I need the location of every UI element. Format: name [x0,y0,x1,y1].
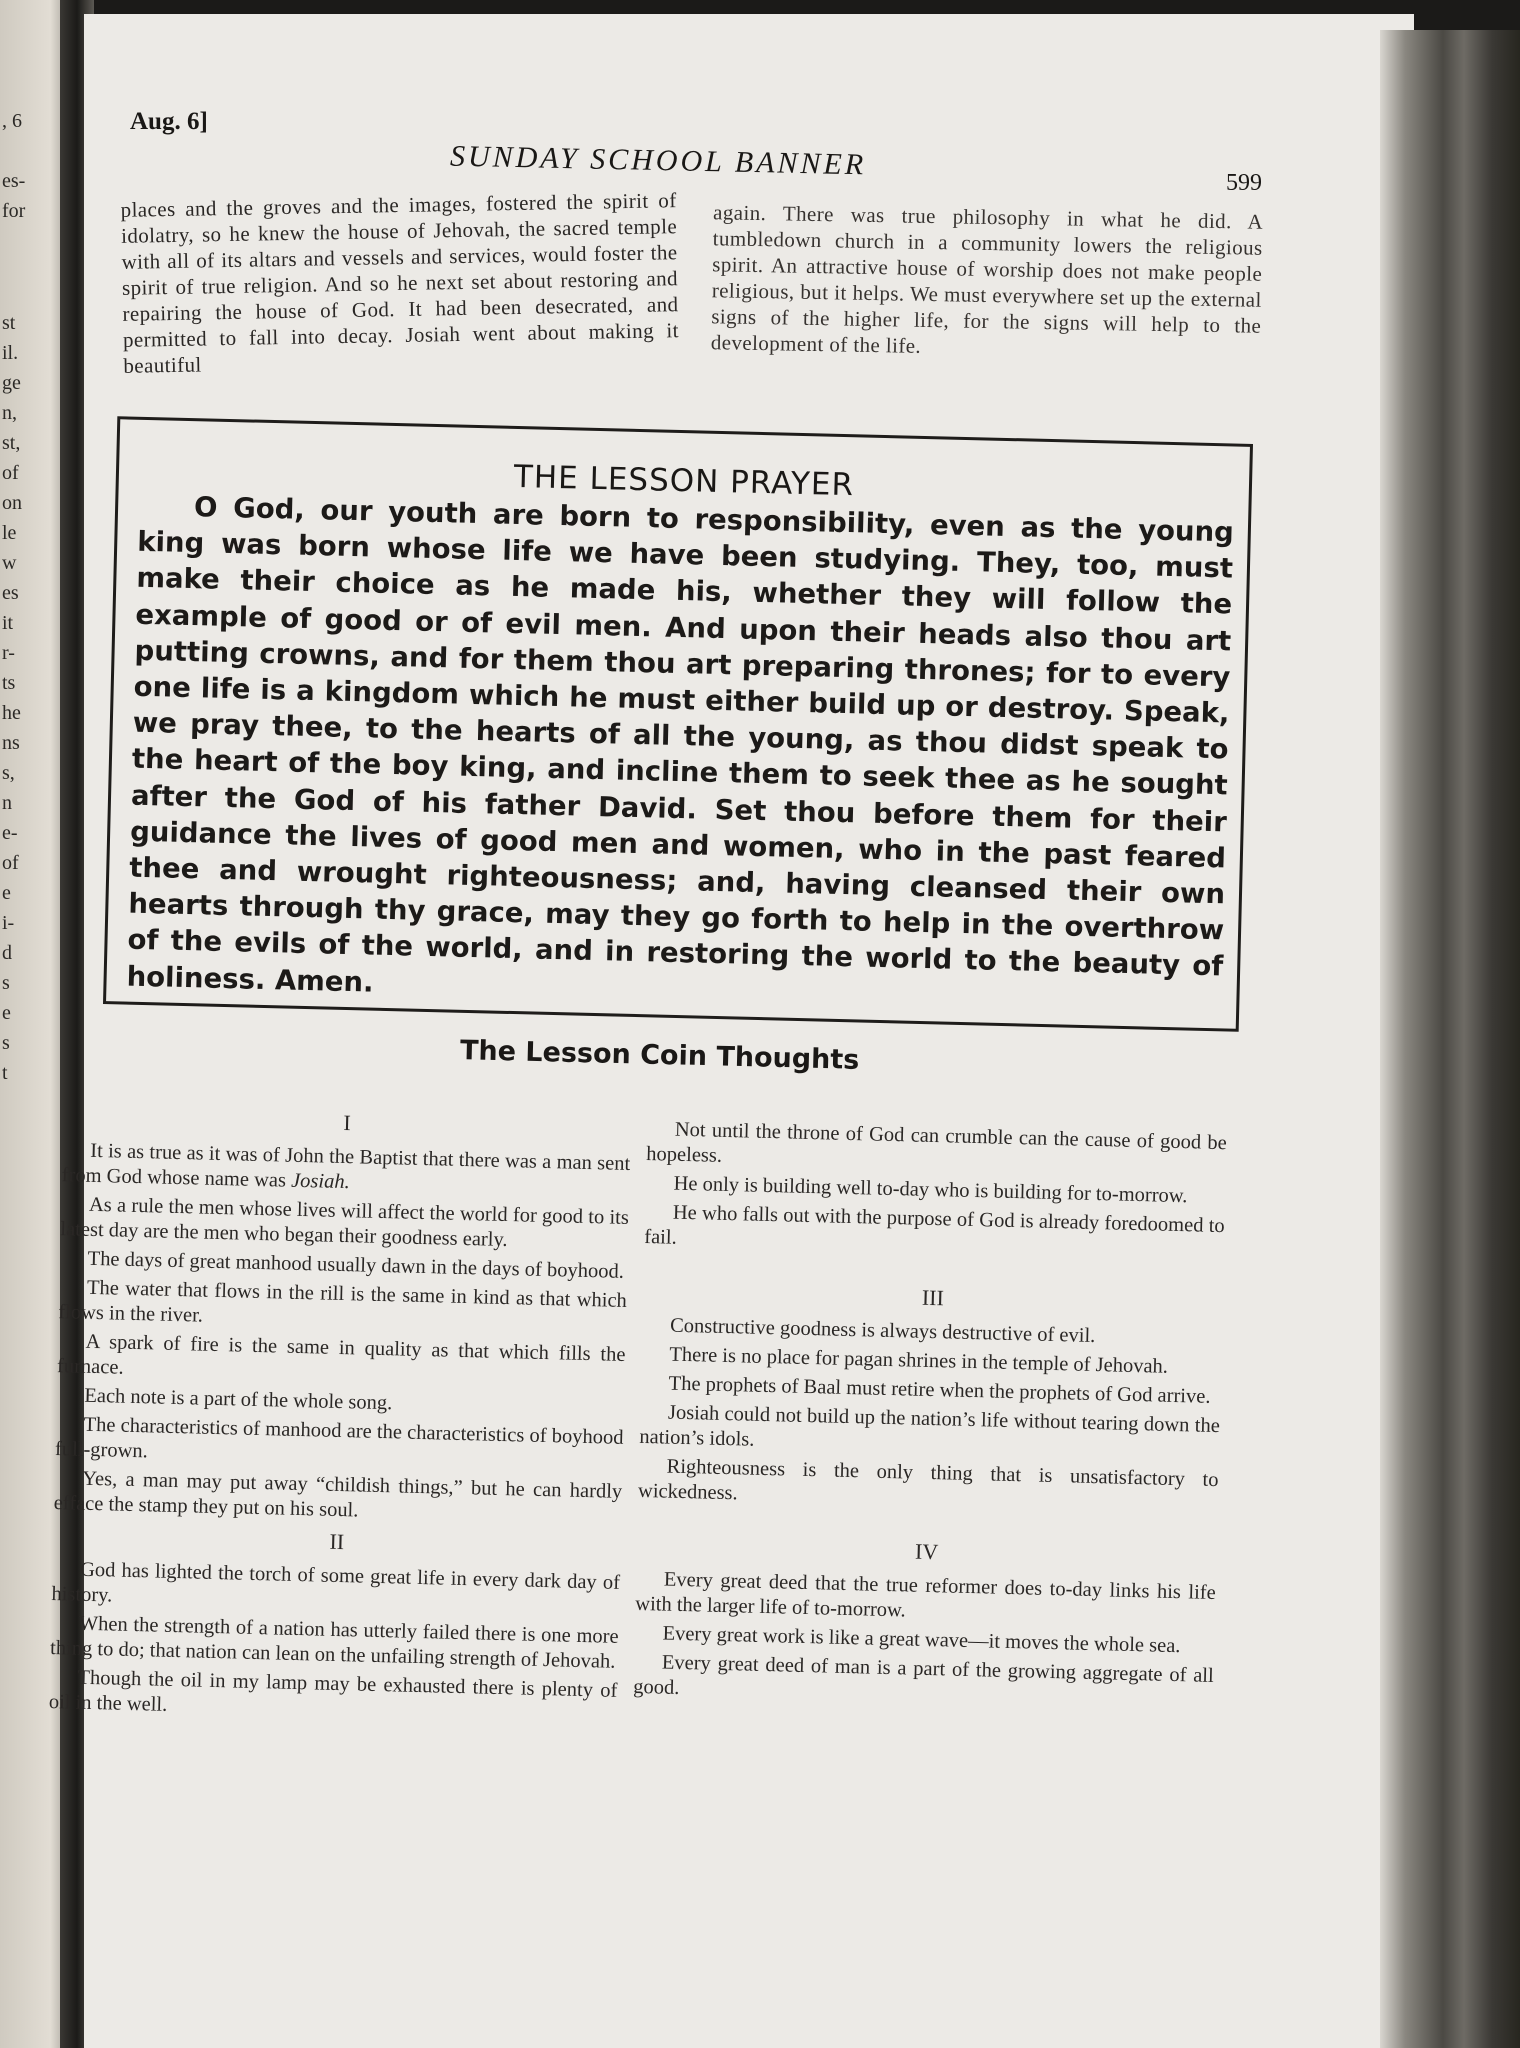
paragraph-text: It is as true as it was of John the Baptist that there was a man sent from God whose name was [61,1139,631,1192]
paragraph: When the strength of a nation has utterly failed there is one more thing to do; that nation can lean on the unfailing strength of Jehovah. [49,1612,619,1673]
margin-fragment: for [2,200,26,222]
margin-fragment: t [2,1062,8,1084]
page-number: 599 [1226,170,1262,196]
margin-fragment: n, [2,402,17,424]
paragraph: Not until the throne of God can crumble can the cause of good be hopeless. [646,1118,1228,1167]
section-numeral: II [329,1528,345,1555]
section-numeral: III [921,1284,945,1311]
margin-fragment: he [2,702,21,724]
margin-fragment: w [2,552,17,574]
section-numeral: IV [914,1538,939,1565]
paragraph: Though the oil in my lamp may be exhausted there is plenty of oil in the well. [48,1666,618,1716]
paragraph: The characteristics of manhood are the characteristics of boyhood full-grown. [54,1413,624,1463]
lesson-prayer-box [103,416,1253,1032]
coin-thoughts-right-column [633,1117,1227,1714]
margin-fragment: of [2,852,19,874]
margin-fragment: ge [2,372,21,394]
margin-fragment: ns [2,732,20,754]
paragraph: As a rule the men whose lives will affect the world for good to its latest day are the men who began their goodness early. [60,1193,630,1252]
margin-fragment: ts [2,672,16,694]
paragraph: A spark of fire is the same in quality as that which fills the furnace. [56,1330,626,1379]
paragraph: The water that flows in the rill is the same in kind as that which flows in the river. [58,1276,628,1327]
paragraph: God has lighted the torch of some great life in every dark day of history. [51,1558,621,1607]
margin-fragment: r- [2,642,15,664]
coin-thoughts-title: The Lesson Coin Thoughts [459,1035,860,1076]
header-date: Aug. 6] [130,108,208,135]
section-numeral: I [343,1110,352,1136]
paragraph: again. There was true philosophy in what he did. A tumbledown church in a community lowers the religious spirit. An attractive house of worship does not make people religious, but it helps. We must everywhere set up the external signs of the higher life, for the signs will help to the development of the life. [710,200,1264,358]
margin-fragment: e [2,882,11,904]
paragraph: Constructive goodness is always destructive of evil. [669,1314,1096,1348]
margin-fragment: il. [2,342,19,364]
paragraph: He only is building well to-day who is building for to-morrow. [673,1172,1188,1208]
paragraph: Every great deed that the true reformer does to-day links his life with the larger life of to-morrow. [635,1568,1217,1622]
margin-fragment: , 6 [2,110,22,132]
margin-fragment: i- [2,912,15,934]
margin-fragment: le [2,522,17,544]
paragraph [61,1138,630,1202]
paragraph: The prophets of Baal must retire when the prophets of God arrive. [668,1372,1211,1408]
prayer-title: THE LESSON PRAYER [513,458,855,504]
header-title: SUNDAY SCHOOL BANNER [449,139,867,182]
paragraph: Yes, a man may put away “childish things,” but he can hardly efface the stamp they put on his soul. [53,1467,623,1522]
paragraph: Each note is a part of the whole song. [84,1384,393,1415]
coin-thoughts-left-column [49,1097,632,1729]
paragraph: He who falls out with the purpose of God is already foredoomed to fail. [644,1201,1225,1249]
margin-fragment: s [2,1032,10,1054]
margin-fragment: st, [2,432,21,454]
paragraph: Every great work is like a great wave—it moves the whole sea. [662,1622,1181,1658]
margin-fragment: es [2,582,19,604]
margin-fragment: of [2,462,19,484]
margin-fragment: e [2,1002,11,1024]
margin-fragment: e- [2,822,18,844]
margin-fragment: es- [2,170,26,192]
paragraph: places and the groves and the images, fostered the spirit of idolatry, so he knew the house of Jehovah, the sacred temple with all of its altars and vessels and services, would foster the spirit of true religion. And so he next set about restoring and repairing the house of God. It had been desecrated, and permitted to fall into decay. Josiah went about making it beautiful [120,188,680,378]
margin-fragment: d [2,942,12,964]
running-header [130,104,1280,182]
emphasis-josiah: Josiah. [290,1169,351,1194]
paragraph: Righteousness is the only thing that is unsatisfactory to wickedness. [637,1455,1219,1505]
paragraph: The days of great manhood usually dawn in the days of boyhood. [87,1247,625,1283]
page-stack-edge [1380,30,1520,2048]
top-left-column [120,187,679,379]
paragraph: There is no place for pagan shrines in the temple of Jehovah. [669,1343,1169,1378]
margin-fragment: on [2,492,22,514]
margin-fragment: s, [2,762,15,784]
paragraph: Every great deed of man is a part of the growing aggregate of all good. [633,1651,1214,1699]
margin-fragment: s [2,972,10,994]
margin-fragment: it [2,612,14,634]
top-right-column [711,199,1264,365]
margin-fragment: st [2,312,16,334]
prayer-text: O God, our youth are born to responsibility, even as the young king was born whose life we have been studying. They, too, must make their choice as he made his, whether they will follow the example of good or of evil men. And upon their heads also thou art putting crowns, and for them thou art preparing thrones; for to every one life is a kingdom which he must either build up or destroy. Speak, we pray thee, to the hearts of all the young, as thou didst speak to the heart of the boy king, and incline them to seek thee as he sought after the God of his father David. Set thou before them for their guidance the lives of good men and women, who in the past feared thee and wrought righteousness; and, having cleansed their own hearts through thy grace, may they go forth to help in the overthrow of the evils of the world, and in restoring the world to the beauty of holiness. Amen. [126,491,1235,999]
margin-fragment: n [2,792,12,814]
paragraph: Josiah could not build up the nation’s life without tearing down the nation’s idols. [639,1401,1221,1451]
